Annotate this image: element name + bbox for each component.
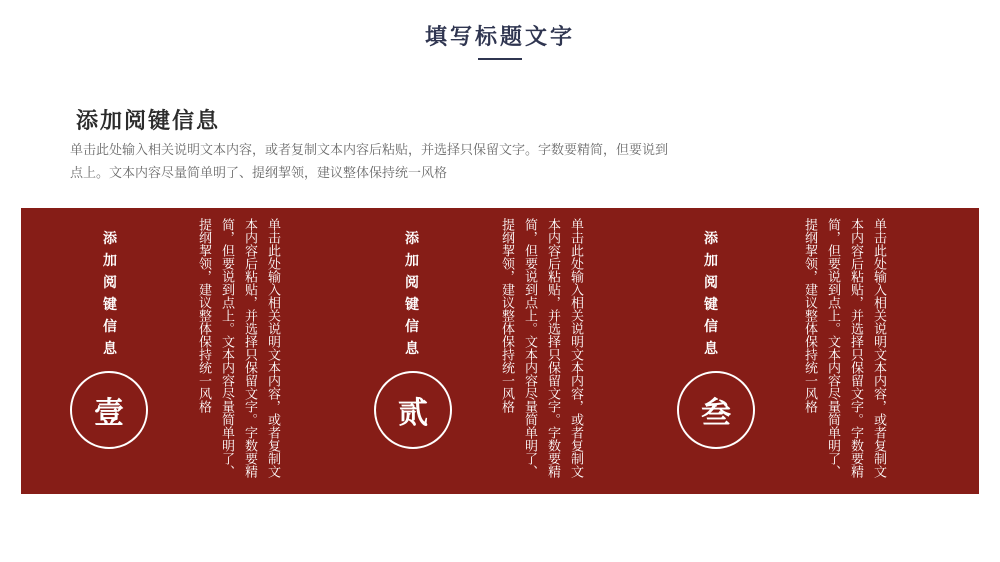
item-2-text: 单击此处输入相关说明文本内容，或者复制文本内容后粘贴，并选择只保留文字。字数要精简，但要说到点上。文本内容尽量简单明了、提纲挈领，建议整体保持统一风格 [499,218,583,478]
section-heading: 添加阅键信息 [76,108,221,134]
item-3-seal: 叁 [677,371,755,449]
item-1-seal: 壹 [70,371,148,449]
section-description: 单击此处输入相关说明文本内容，或者复制文本内容后粘贴，并选择只保留文字。字数要精简，但要说到点上。文本内容尽量简单明了、提纲挈领，建议整体保持统一风格 [70,143,669,181]
item-2-heading: 添加阅键信息 [405,231,419,357]
item-3-text: 单击此处输入相关说明文本内容，或者复制文本内容后粘贴，并选择只保留文字。字数要精简，但要说到点上。文本内容尽量简单明了、提纲挈领，建议整体保持统一风格 [802,218,886,478]
page-title: 填写标题文字 [424,24,575,50]
item-3-heading: 添加阅键信息 [704,231,718,357]
title-underline [478,58,522,60]
item-1-heading: 添加阅键信息 [103,231,117,357]
item-2-seal: 贰 [374,371,452,449]
item-1-text: 单击此处输入相关说明文本内容，或者复制文本内容后粘贴，并选择只保留文字。字数要精简，但要说到点上。文本内容尽量简单明了、提纲挈领，建议整体保持统一风格 [196,218,280,478]
